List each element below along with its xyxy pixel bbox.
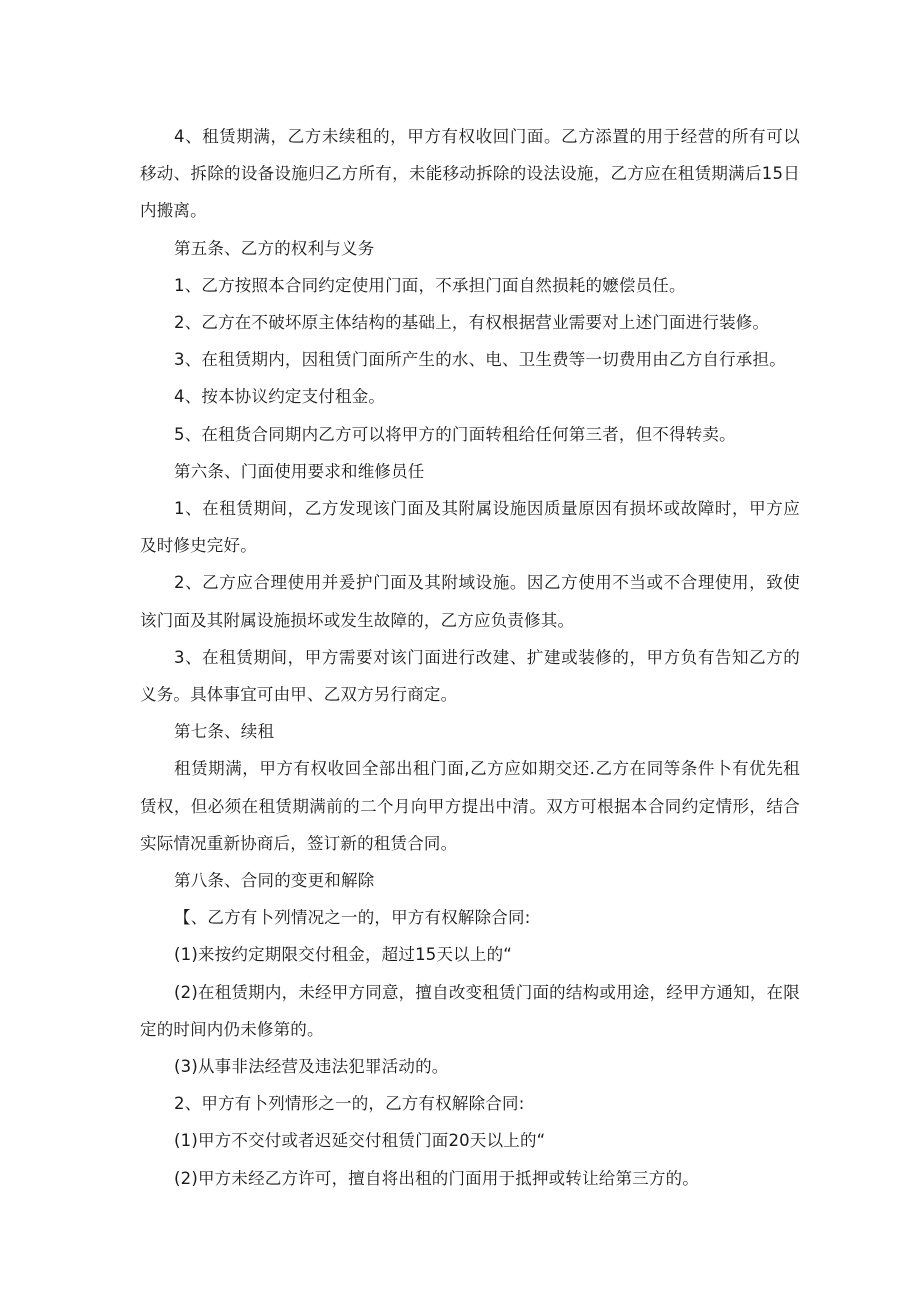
- paragraph-lease-expiry: 4、租赁期满，乙方未续租的，甲方有权收回门面。乙方添置的用于经营的所有可以移动、拆除的设备设施归乙方所有，未能移动拆除的设法设施，乙方应在租赁期满后15日内搬离。: [140, 127, 800, 221]
- heading-article-6: 第六条、门面使用要求和维修员任: [174, 461, 425, 481]
- paragraph-8-1-3: (3)从事非法经营及违法犯罪活动的。: [174, 1057, 449, 1077]
- heading-article-7: 第七条、续租: [174, 722, 275, 742]
- paragraph-8-1-2: (2)在租赁期内，未经甲方同意，擅自改变租赁门面的结构或用途，经甲方通知，在限定的时间内仍未修第的。: [140, 982, 800, 1039]
- paragraph-8-2: 2、甲方有卜列情形之一的，乙方有权解除合同:: [174, 1094, 525, 1114]
- paragraph-7-body: 租赁期满，甲方有权收回全部出租门面,乙方应如期交还.乙方在同等条件卜有优先租赁权，但必须在租赁期满前的二个月向甲方提出中清。双方可根据本合同约定情形，结合实际情况重新协商后，签订新的租赁合同。: [140, 759, 800, 853]
- paragraph-5-5: 5、在租货合同期内乙方可以将甲方的门面转租给任何第三者，但不得转卖。: [174, 424, 736, 444]
- paragraph-8-2-1: (1)甲方不交付或者迟延交付租赁门面20天以上的“: [174, 1131, 546, 1151]
- paragraph-8-1-1: (1)来按约定期限交付租金，超过15天以上的“: [174, 945, 513, 965]
- heading-article-5: 第五条、乙方的权利与义务: [174, 238, 375, 258]
- document-body: [140, 118, 800, 1197]
- paragraph-5-2: 2、乙方在不破坏原主体结构的基础上，有权根据营业需要对上述门面进行装修。: [174, 313, 770, 333]
- paragraph-6-1: 1、在租赁期间，乙方发现该门面及其附属设施因质量原因有损坏或故障时，甲方应及时修史完好。: [140, 499, 800, 556]
- paragraph-8-2-2: (2)甲方未经乙方许可，擅自将出租的门面用于抵押或转让给第三方的。: [174, 1168, 699, 1188]
- paragraph-5-4: 4、按本协议约定支付租金。: [174, 387, 386, 407]
- paragraph-5-1: 1、乙方按照本合同约定使用门面，不承担门面自然损耗的嬷偿员任。: [174, 275, 686, 295]
- paragraph-5-3: 3、在租赁期内，因租赁门面所产生的水、电、卫生费等一切费用由乙方自行承担。: [174, 350, 786, 370]
- paragraph-8-1: 【、乙方有卜列情况之一的，甲方有权解除合同:: [174, 908, 531, 928]
- paragraph-6-2: 2、乙方应合理使用并爰护门面及其附域设施。因乙方使用不当或不合理使用，致使该门面及其附属设施损坏或发生故障的，乙方应负责修其。: [140, 573, 800, 630]
- heading-article-8: 第八条、合同的变更和解除: [174, 871, 375, 891]
- paragraph-6-3: 3、在租赁期间，甲方需要对该门面进行改建、扩建或装修的，甲方负有告知乙方的义务。具体事宜可由甲、乙双方另行商定。: [140, 647, 800, 705]
